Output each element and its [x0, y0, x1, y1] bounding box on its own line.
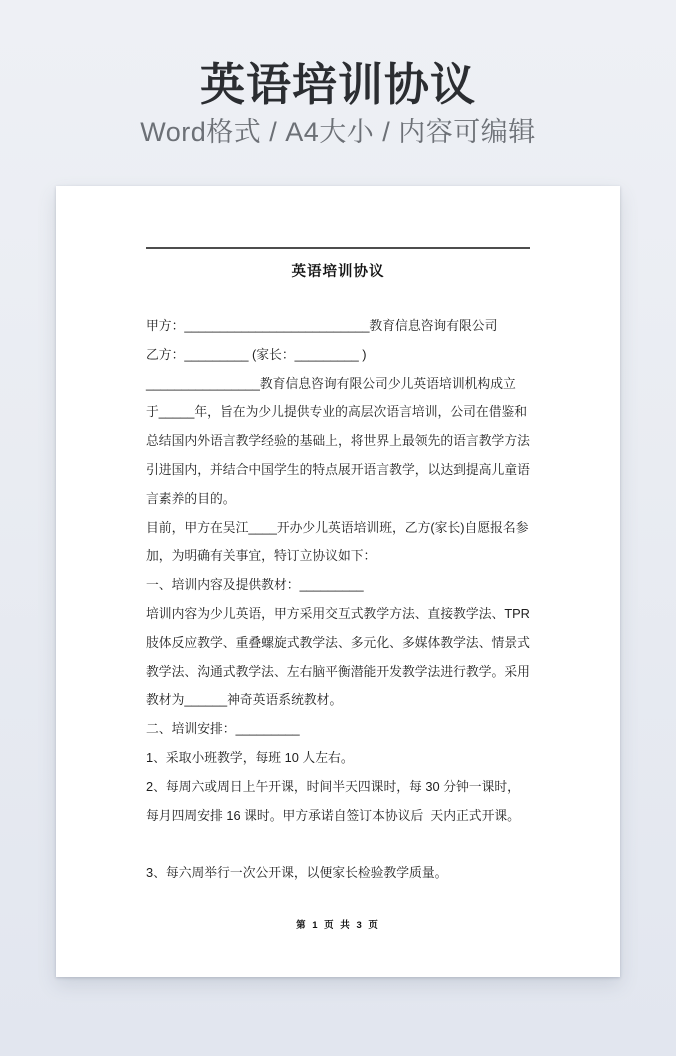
doc-line: 1、采取小班教学，每班 10 人左右。 [146, 749, 354, 765]
doc-line: 目前，甲方在吴江____开办少儿英语培训班，乙方(家长)自愿报名参 [146, 519, 529, 535]
banner-title: 英语培训协议 [199, 59, 476, 110]
doc-line-blank [146, 830, 530, 859]
doc-line-party-b: 乙方：_________ (家长：_________ ) [146, 346, 367, 362]
doc-line: 加，为明确有关事宜，特订立协议如下： [146, 548, 377, 564]
document-title: 英语培训协议 [291, 264, 385, 280]
page-number-footer: 第 1 页 共 3 页 [296, 920, 380, 931]
doc-line: 教材为______神奇英语系统教材。 [146, 692, 343, 708]
document-page [56, 186, 620, 977]
doc-line: 肢体反应教学、重叠螺旋式教学法、多元化、多媒体教学法、情景式 [146, 634, 530, 650]
doc-line-party-a: 甲方：__________________________教育信息咨询有限公司 [146, 318, 498, 333]
doc-line: 总结国内外语言教学经验的基础上，将世界上最领先的语言教学方法 [146, 433, 530, 449]
doc-line: 每月四周安排 16 课时。甲方承诺自签订本协议后 天内正式开课。 [146, 807, 520, 823]
document-body [146, 312, 530, 888]
doc-line: 2、每周六或周日上午开课，时间半天四课时，每 30 分钟一课时， [146, 778, 520, 794]
doc-line: ________________教育信息咨询有限公司少儿英语培训机构成立 [146, 375, 516, 391]
doc-line: 教学法、沟通式教学法、左右脑平衡潜能开发教学法进行教学。采用 [146, 663, 530, 679]
doc-line-section-1: 一、培训内容及提供教材：_________ [146, 577, 364, 593]
banner-subtitle: Word格式 / A4大小 / 内容可编辑 [140, 117, 536, 148]
doc-line: 培训内容为少儿英语，甲方采用交互式教学方法、直接教学法、TPR [146, 605, 530, 621]
doc-line: 于_____年，旨在为少儿提供专业的高层次语言培训，公司在借鉴和 [146, 404, 528, 420]
doc-line: 言素养的目的。 [146, 490, 236, 506]
doc-line-section-2: 二、培训安排：_________ [146, 721, 300, 737]
doc-line: 引进国内，并结合中国学生的特点展开语言教学，以达到提高儿童语 [146, 461, 530, 477]
template-banner [0, 0, 676, 148]
header-rule [146, 247, 530, 249]
doc-line: 3、每六周举行一次公开课，以便家长检验教学质量。 [146, 865, 448, 881]
